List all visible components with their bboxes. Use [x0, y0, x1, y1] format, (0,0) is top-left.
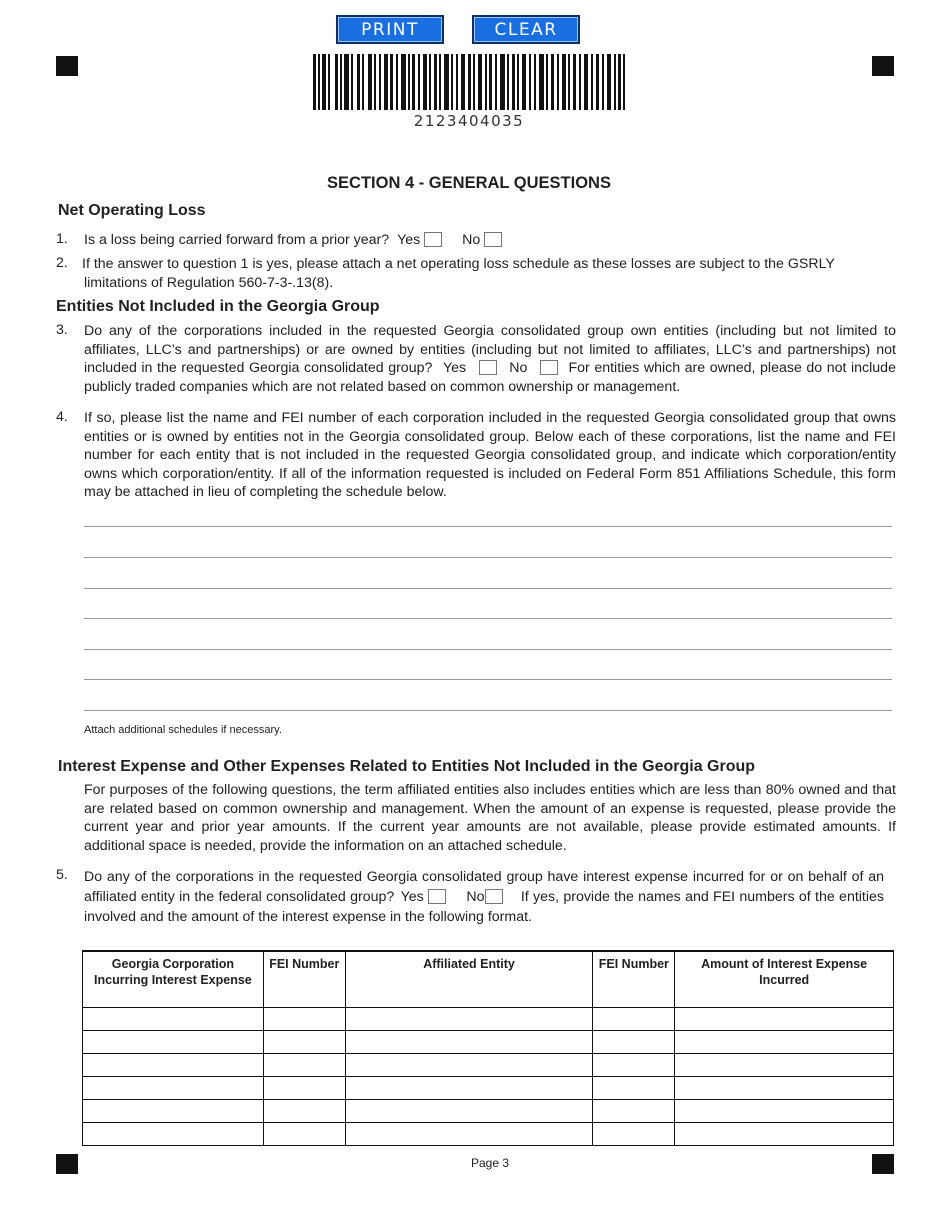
question-5-yes-label: Yes [400, 889, 424, 905]
question-2-line-1: If the answer to question 1 is yes, please attach a net operating loss schedule as these losses are subject to the GSRLY [82, 256, 835, 272]
table-cell[interactable] [593, 1123, 675, 1146]
table-row [83, 1054, 894, 1077]
table-cell[interactable] [83, 1077, 264, 1100]
question-1-text: Is a loss being carried forward from a prior year? [84, 232, 390, 248]
corner-mark-top-left [56, 56, 78, 76]
question-3-owned-note: For entities which are owned, please do not include publicly traded companies which are not related based on common ownership or management. [84, 360, 896, 395]
table-cell[interactable] [675, 1123, 894, 1146]
question-5 [84, 867, 884, 927]
schedule-line-1[interactable] [84, 526, 892, 527]
table-cell[interactable] [263, 1100, 345, 1123]
question-3-no-label: No [509, 360, 528, 377]
schedule-line-7[interactable] [84, 710, 892, 711]
table-row [83, 1123, 894, 1146]
table-cell[interactable] [345, 1054, 593, 1077]
clear-button[interactable]: CLEAR [472, 15, 580, 44]
table-cell[interactable] [675, 1054, 894, 1077]
interest-expense-table [82, 950, 894, 1146]
table-cell[interactable] [83, 1054, 264, 1077]
question-5-yes-checkbox[interactable] [428, 889, 446, 904]
question-1 [84, 231, 502, 250]
question-1-yes-checkbox[interactable] [424, 232, 442, 247]
table-cell[interactable] [593, 1008, 675, 1031]
question-3-number: 3. [56, 322, 68, 338]
table-cell[interactable] [593, 1031, 675, 1054]
entities-heading: Entities Not Included in the Georgia Group [56, 298, 380, 315]
header-georgia-corporation: Georgia Corporation Incurring Interest Expense [83, 951, 264, 1008]
schedule-line-5[interactable] [84, 649, 892, 650]
table-cell[interactable] [263, 1031, 345, 1054]
table-row [83, 1077, 894, 1100]
header-amount-of-interest: Amount of Interest Expense Incurred [675, 951, 894, 1008]
table-cell[interactable] [83, 1100, 264, 1123]
question-3-no-checkbox[interactable] [540, 360, 558, 375]
question-4-number: 4. [56, 409, 68, 425]
table-cell[interactable] [263, 1077, 345, 1100]
table-cell[interactable] [83, 1008, 264, 1031]
question-1-number: 1. [56, 231, 68, 247]
print-button[interactable]: PRINT [336, 15, 444, 44]
question-5-no-checkbox[interactable] [485, 889, 503, 904]
question-5-no-label: No [466, 889, 485, 905]
corner-mark-top-right [872, 56, 894, 76]
table-row [83, 1031, 894, 1054]
schedule-line-6[interactable] [84, 679, 892, 680]
table-cell[interactable] [345, 1100, 593, 1123]
question-1-no-checkbox[interactable] [484, 232, 502, 247]
question-3-text: Do any of the corporations included in the requested Georgia consolidated group own entities (including but not limited to affiliates, LLC’s and partnerships) or are owned by entities (including but not limited to affiliates, LLC’s and partnerships) not included in the requested Georgia consolidated group? [84, 323, 896, 377]
attach-note: Attach additional schedules if necessary. [84, 724, 282, 736]
table-cell[interactable] [675, 1077, 894, 1100]
table-cell[interactable] [83, 1123, 264, 1146]
schedule-line-2[interactable] [84, 557, 892, 558]
table-cell[interactable] [345, 1008, 593, 1031]
table-cell[interactable] [675, 1031, 894, 1054]
schedule-line-4[interactable] [84, 618, 892, 619]
question-5-number: 5. [56, 867, 68, 883]
net-operating-loss-heading: Net Operating Loss [58, 202, 206, 219]
interest-intro: For purposes of the following questions, the term affiliated entities also includes entities which are less than 80% owned and that are related based on common ownership and management. When the amount of an expense is requested, please provide the current year and prior year amounts. If the current year amounts are not available, please provide estimated amounts. If additional space is needed, provide the information on an attached schedule. [84, 782, 896, 854]
table-cell[interactable] [83, 1031, 264, 1054]
question-2-number: 2. [56, 255, 68, 271]
table-cell[interactable] [593, 1077, 675, 1100]
question-5-instruction: If yes, provide the names and FEI numbers of the entities involved and the amount of the interest expense in the following format. [84, 889, 885, 925]
header-fei-number: FEI Number [263, 951, 345, 1008]
table-cell[interactable] [263, 1054, 345, 1077]
table-cell[interactable] [675, 1008, 894, 1031]
table-cell[interactable] [345, 1123, 593, 1146]
question-2-line-2: limitations of Regulation 560-7-3-.13(8). [84, 274, 334, 291]
page-number: Page 3 [470, 1156, 510, 1170]
question-1-yes-label: Yes [397, 232, 421, 248]
barcode-image [313, 54, 625, 110]
table-cell[interactable] [593, 1054, 675, 1077]
question-3 [84, 322, 896, 396]
question-5-text: Do any of the corporations in the requested Georgia consolidated group have interest expense incurred for or on behalf of an affiliated entity in the federal consolidated group? [84, 869, 884, 905]
question-3-yes-checkbox[interactable] [479, 360, 497, 375]
interest-heading: Interest Expense and Other Expenses Related to Entities Not Included in the Georgia Group [58, 758, 756, 775]
question-3-yes-label: Yes [442, 360, 467, 377]
table-cell[interactable] [593, 1100, 675, 1123]
section-title: SECTION 4 - GENERAL QUESTIONS [327, 174, 611, 192]
table-row [83, 1008, 894, 1031]
header-affiliated-entity: Affiliated Entity [345, 951, 593, 1008]
schedule-line-3[interactable] [84, 588, 892, 589]
barcode-number: 2123404035 [413, 112, 525, 130]
table-cell[interactable] [345, 1031, 593, 1054]
table-cell[interactable] [675, 1100, 894, 1123]
table-cell[interactable] [345, 1077, 593, 1100]
table-header-row [83, 951, 894, 1008]
question-4-text: If so, please list the name and FEI number of each corporation included in the requested Georgia consolidated group that owns entities or is owned by entities not in the Georgia consolidated group. Below each of these corporations, list the name and FEI number for each entity that is not included in the requested Georgia consolidated group, and indicate which corporation/entity owns which corporation/entity. If all of the information requested is included on Federal Form 851 Affiliations Schedule, this form may be attached in lieu of completing the schedule below. [84, 410, 896, 501]
table-cell[interactable] [263, 1123, 345, 1146]
question-2 [82, 255, 898, 292]
header-fei-number-affiliate: FEI Number [593, 951, 675, 1008]
table-cell[interactable] [263, 1008, 345, 1031]
question-1-no-label: No [462, 232, 481, 248]
table-row [83, 1100, 894, 1123]
